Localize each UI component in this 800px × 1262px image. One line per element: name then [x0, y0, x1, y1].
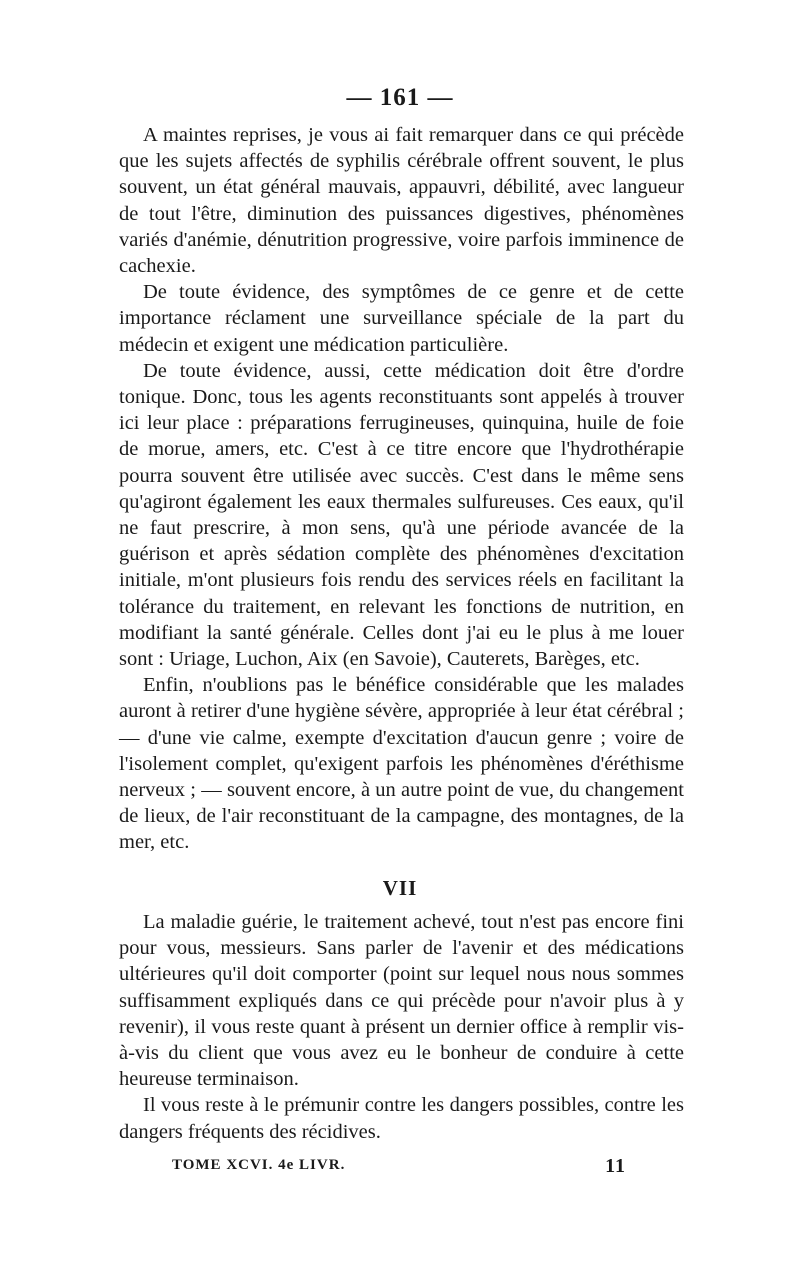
paragraph: A maintes reprises, je vous ai fait remarquer dans ce qui précède que les sujets affectés de syphilis cérébrale offrent souvent, le plus souvent, un état général mauvais, appauvri, débilité, avec langueur de tout l'être, diminution des puissances digestives, phénomènes variés d'anémie, dénutrition progressive, voire parfois imminence de cachexie. [119, 124, 684, 278]
signature-mark: TOME XCVI. 4e LIVR. [172, 1157, 346, 1173]
page-number: — 161 — [346, 84, 454, 111]
text-block-top [119, 122, 684, 856]
page-footer [172, 1157, 626, 1183]
paragraph: De toute évidence, des symptômes de ce genre et de cette importance réclament une surveillance spéciale de la part du médecin et exigent une médication particulière. [119, 281, 684, 356]
paragraph: La maladie guérie, le traitement achevé, tout n'est pas encore fini pour vous, messieurs. Sans parler de l'avenir et des médications ultérieures qu'il doit comporter (point sur lequel nous nous sommes suffisamment expliqués dans ce qui précède pour n'avoir plus à y revenir), il vous reste quant à présent un dernier office à remplir vis-à-vis du client que vous avez eu le bonheur de conduire à cette heureuse terminaison. [119, 911, 684, 1091]
paragraph: Enfin, n'oublions pas le bénéfice considérable que les malades auront à retirer d'une hygiène sévère, appropriée à leur état cérébral ; — d'une vie calme, exempte d'excitation d'aucun genre ; voire de l'isolement complet, qu'exigent parfois les phénomènes d'éréthisme nerveux ; — souvent encore, à un autre point de vue, du changement de lieux, de l'air reconstituant de la campagne, des montagnes, de la mer, etc. [119, 674, 684, 854]
paragraph: De toute évidence, aussi, cette médication doit être d'ordre tonique. Donc, tous les agents reconstituants sont appelés à trouver ici leur place : préparations ferrugineuses, quinquina, huile de foie de morue, amers, etc. C'est à ce titre encore que l'hydrothérapie pourra souvent être utilisée avec succès. C'est dans le même sens qu'agiront également les eaux thermales sulfureuses. Ces eaux, qu'il ne faut prescrire, à mon sens, qu'à une période avancée de la guérison et après sédation complète des phénomènes d'excitation initiale, m'ont plusieurs fois rendu des services réels en facilitant la tolérance du traitement, en relevant les fonctions de nutrition, en modifiant la santé générale. Celles dont j'ai eu le plus à me louer sont : Uriage, Luchon, Aix (en Savoie), Cauterets, Barèges, etc. [119, 359, 684, 671]
sheet-number: 11 [605, 1155, 626, 1177]
section-heading: VII [382, 876, 418, 900]
text-block-bottom [119, 909, 684, 1145]
paragraph: Il vous reste à le prémunir contre les dangers possibles, contre les dangers fréquents des récidives. [119, 1094, 684, 1143]
